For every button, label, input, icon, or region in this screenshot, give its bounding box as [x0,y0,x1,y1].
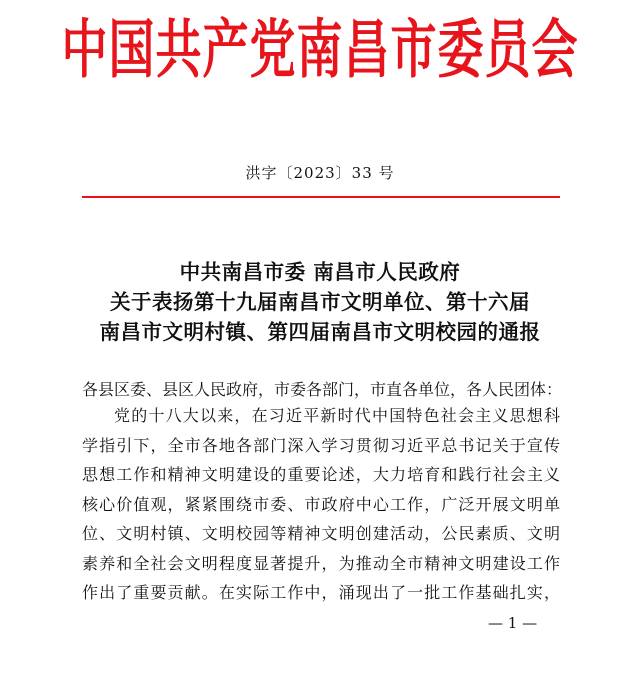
title-line: 中共南昌市委 南昌市人民政府 [179,260,461,284]
title-line: 南昌市文明村镇、第四届南昌市文明校园的通报 [99,320,541,344]
document-title [0,257,640,347]
body-line: 思想工作和精神文明建设的重要论述，大力培育和践行社会主义 [82,465,560,484]
page-number: — 1 — [488,614,538,632]
body-text [82,401,560,608]
masthead: 中国共产党南昌市委员会 [61,12,579,87]
red-separator-line [82,196,560,198]
body-line: 作出了重要贡献。在实际工作中，涌现出了一批工作基础扎实， [82,583,560,602]
body-line: 素养和全社会文明程度显著提升，为推动全市精神文明建设工作 [82,553,560,573]
document-number: 洪字〔2023〕33 号 [245,164,395,182]
body-line: 位、文明村镇、文明校园等精神文明创建活动，公民素质、文明 [82,524,560,543]
body-line: 学指引下，全市各地各部门深入学习贯彻习近平总书记关于宣传 [82,435,560,455]
addressee: 各县区委、县区人民政府，市委各部门，市直各单位，各人民团体： [82,380,563,399]
body-line: 核心价值观，紧紧围绕市委、市政府中心工作，广泛开展文明单 [82,494,560,514]
title-line: 关于表扬第十九届南昌市文明单位、第十六届 [110,290,530,314]
body-line: 党的十八大以来，在习近平新时代中国特色社会主义思想科 [114,406,560,425]
